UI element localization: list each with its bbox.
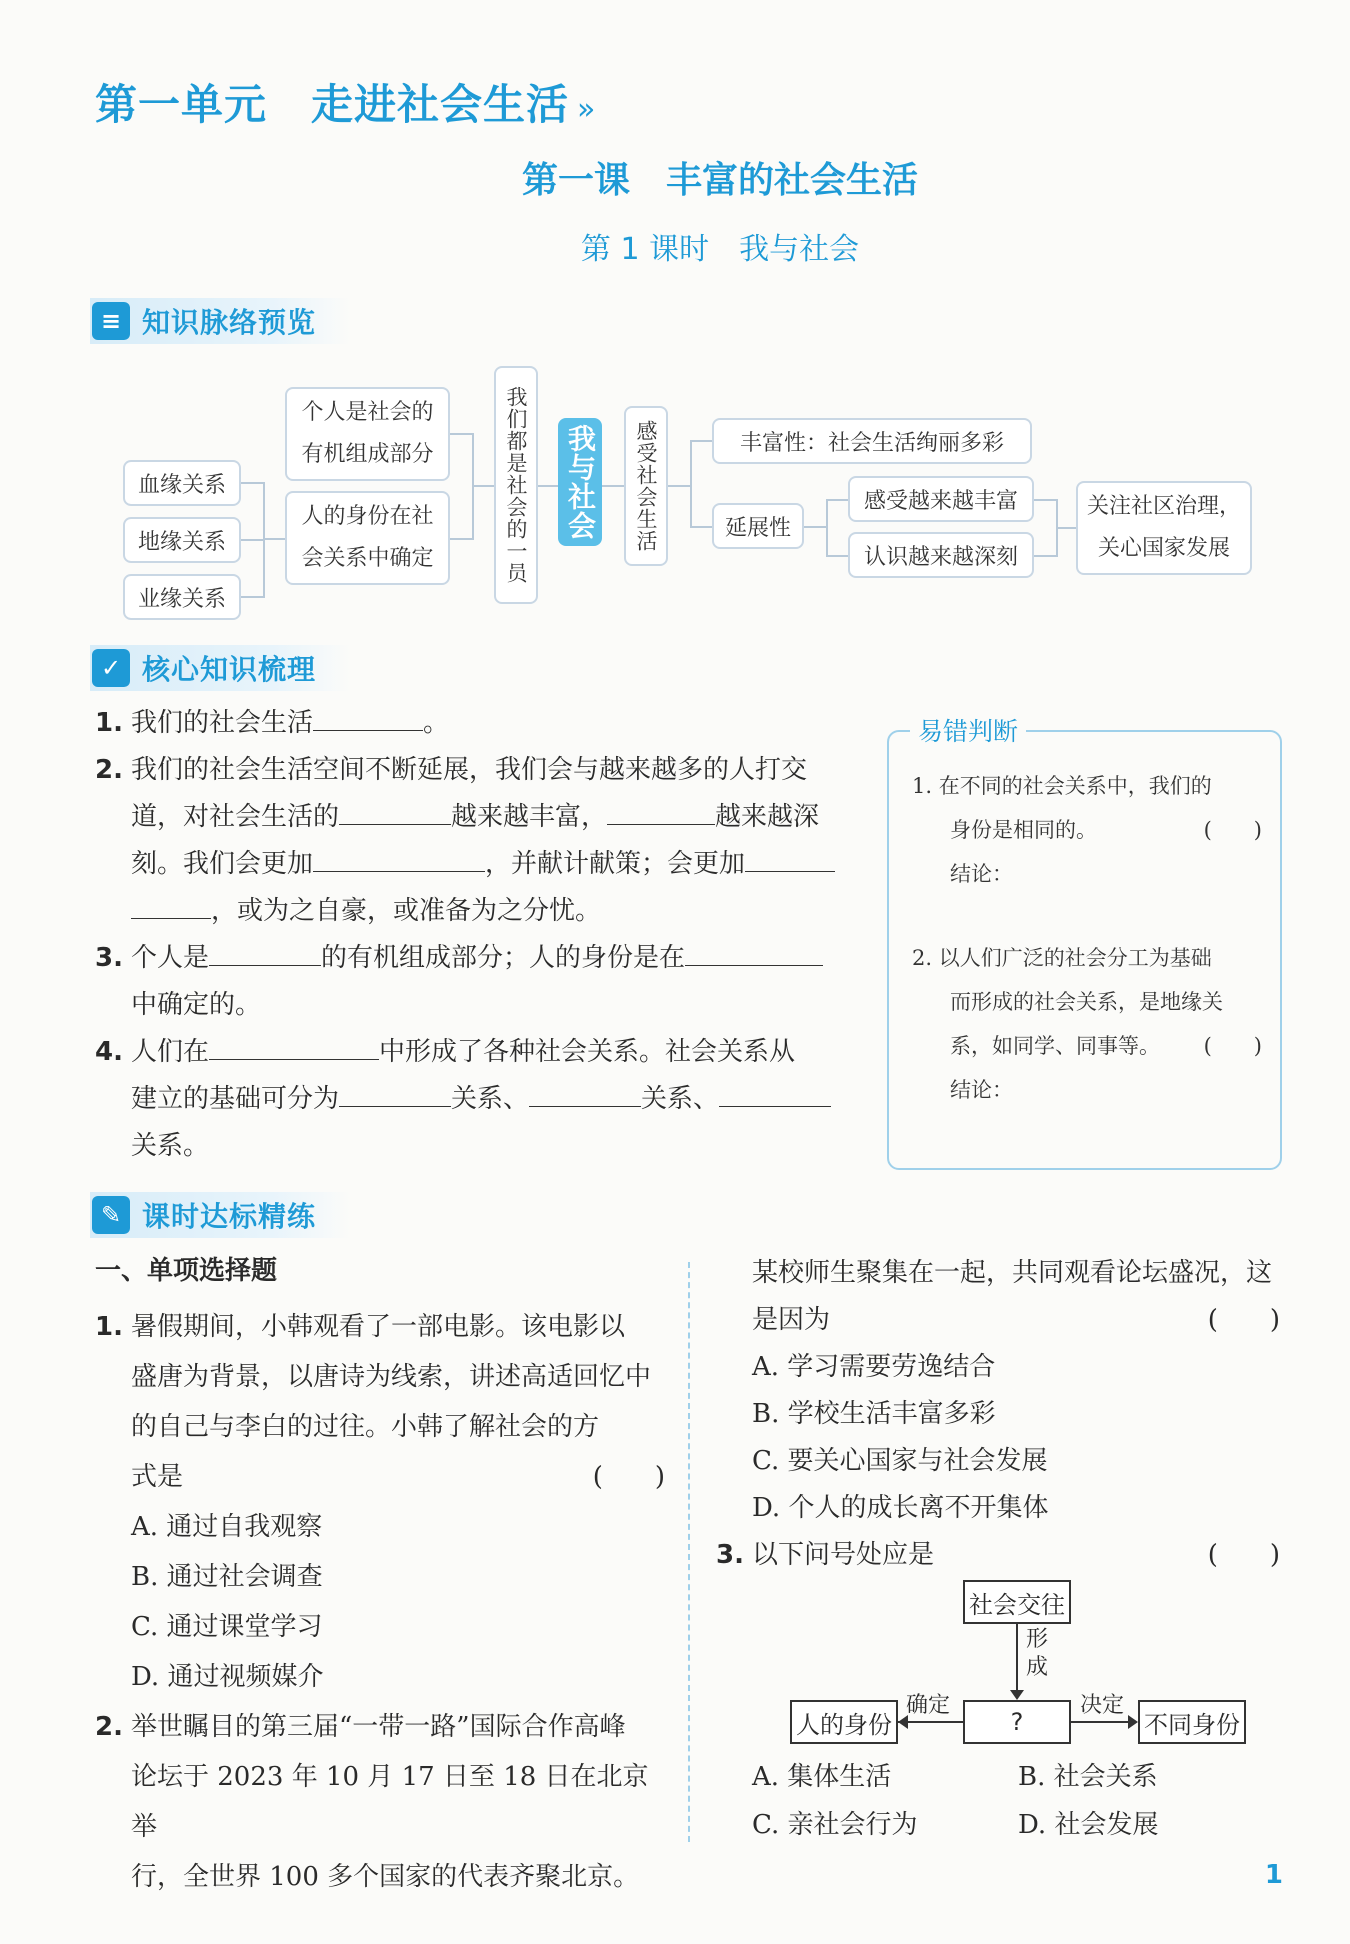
question-number: 3. bbox=[716, 1540, 744, 1570]
judgment-text: 身份是相同的。 bbox=[950, 818, 1097, 842]
option-a[interactable]: A. 学习需要劳逸结合 bbox=[752, 1352, 996, 1382]
question-text: 关系、 bbox=[641, 1084, 720, 1114]
column-divider bbox=[688, 1262, 690, 1842]
connector bbox=[690, 526, 712, 528]
question-text: 的自己与李白的过往。小韩了解社会的方 bbox=[131, 1412, 600, 1442]
individual-part-box bbox=[285, 387, 450, 481]
answer-blank[interactable] bbox=[719, 1076, 831, 1107]
box-line: 会关系中确定 bbox=[301, 546, 434, 571]
question-text: 式是 bbox=[131, 1462, 184, 1492]
connector bbox=[668, 485, 690, 487]
period-title: 第 1 课时 我与社会 bbox=[580, 232, 860, 267]
box-line: 人的身份在社 bbox=[301, 504, 434, 529]
question-text: 越来越深 bbox=[715, 802, 820, 832]
q3-option-d[interactable]: D. 社会发展 bbox=[1018, 1810, 1159, 1840]
conclusion-label: 结论： bbox=[950, 1078, 1013, 1102]
answer-parentheses[interactable]: ( ) bbox=[1207, 1540, 1280, 1570]
answer-blank[interactable] bbox=[745, 841, 835, 872]
unit-name: 走进社会生活 bbox=[311, 80, 570, 129]
answer-blank[interactable] bbox=[209, 1029, 379, 1060]
question-text: 我们的社会生活 bbox=[131, 708, 314, 738]
connector bbox=[1056, 527, 1076, 529]
section-title: 核心知识梳理 bbox=[142, 653, 317, 686]
judgment-line bbox=[912, 1024, 1272, 1068]
identity-box: 人的身份 bbox=[790, 1700, 898, 1744]
question-text: 举世瞩目的第三届“一带一路”国际合作高峰 bbox=[131, 1712, 626, 1742]
relation-occupation: 业缘关系 bbox=[123, 574, 241, 620]
question-text: 个人是 bbox=[131, 943, 210, 973]
connector bbox=[690, 440, 712, 442]
question-text: 关系、 bbox=[451, 1084, 530, 1114]
q3-option-a[interactable]: A. 集体生活 bbox=[752, 1762, 892, 1792]
question-text: 中形成了各种社会关系。社会关系从 bbox=[379, 1037, 796, 1067]
connector bbox=[538, 485, 558, 487]
connector bbox=[241, 596, 263, 598]
answer-blank[interactable] bbox=[209, 935, 321, 966]
question-text: 是因为 bbox=[752, 1305, 831, 1335]
option-b[interactable]: B. 通过社会调查 bbox=[131, 1562, 323, 1592]
question-line bbox=[131, 794, 851, 841]
relation-location: 地缘关系 bbox=[123, 517, 241, 563]
connector bbox=[804, 526, 826, 528]
section-title: 知识脉络预览 bbox=[142, 306, 317, 339]
lesson-title: 第一课 丰富的社会生活 bbox=[521, 160, 918, 201]
section-banner-practice bbox=[90, 1192, 350, 1238]
section-banner-core bbox=[90, 645, 350, 691]
connector bbox=[241, 482, 263, 484]
question-text: 人们在 bbox=[131, 1037, 210, 1067]
question-line bbox=[131, 841, 851, 888]
question-number: 1. bbox=[95, 1312, 123, 1342]
judgment-text: 系，如同学、同事等。 bbox=[950, 1034, 1160, 1058]
connector bbox=[450, 538, 472, 540]
connector bbox=[263, 538, 285, 540]
feel-social-life-box: 感受社会生活 bbox=[624, 406, 668, 566]
question-text: 道，对社会生活的 bbox=[131, 802, 340, 832]
box-line: 关心国家发展 bbox=[1097, 536, 1230, 561]
question-text: 暑假期间，小韩观看了一部电影。该电影以 bbox=[131, 1312, 626, 1342]
question-text: 建立的基础可分为 bbox=[131, 1084, 340, 1114]
question-line bbox=[752, 1297, 1284, 1344]
judgment-item-2 bbox=[912, 936, 1272, 1112]
section-banner-preview bbox=[90, 298, 350, 344]
connector bbox=[1034, 555, 1056, 557]
question-text: 论坛于 2023 年 10 月 17 日至 18 日在北京举 bbox=[131, 1762, 649, 1842]
error-prone-label: 易错判断 bbox=[910, 712, 1026, 748]
answer-blank[interactable] bbox=[313, 700, 423, 731]
determine-label-right: 决定 bbox=[1080, 1693, 1125, 1718]
box-line: 有机组成部分 bbox=[301, 442, 434, 467]
arrow-down-line bbox=[1016, 1624, 1018, 1696]
checkbox-icon: ✓ bbox=[92, 649, 130, 687]
option-c[interactable]: C. 要关心国家与社会发展 bbox=[752, 1446, 1048, 1476]
answer-blank[interactable] bbox=[339, 1076, 451, 1107]
book-stack-icon: ≡ bbox=[92, 302, 130, 340]
judgment-item-1 bbox=[912, 764, 1272, 896]
option-a[interactable]: A. 通过自我观察 bbox=[131, 1512, 323, 1542]
question-line bbox=[131, 1029, 851, 1076]
answer-blank[interactable] bbox=[685, 935, 823, 966]
question-text: ，并献计献策；会更加 bbox=[485, 849, 746, 879]
connector bbox=[1034, 499, 1056, 501]
question-text: 越来越丰富， bbox=[451, 802, 608, 832]
core-question-4 bbox=[95, 1029, 851, 1170]
conclusion-label: 结论： bbox=[950, 862, 1013, 886]
question-mark-box: ? bbox=[963, 1700, 1071, 1744]
question-text: ，或为之自豪，或准备为之分忧。 bbox=[211, 896, 602, 926]
question-line bbox=[131, 1452, 671, 1502]
practice-question-3 bbox=[716, 1532, 1284, 1579]
question-text: 某校师生聚集在一起，共同观看论坛盛况，这 bbox=[752, 1258, 1273, 1288]
question-number: 1. bbox=[95, 708, 123, 738]
question-text: 刻。我们会更加 bbox=[131, 849, 314, 879]
answer-blank[interactable] bbox=[339, 794, 451, 825]
relation-blood: 血缘关系 bbox=[123, 460, 241, 506]
question-text: 关系。 bbox=[131, 1131, 210, 1161]
question-text: 行，全世界 100 多个国家的代表齐聚北京。 bbox=[131, 1862, 640, 1892]
form-label: 形成 bbox=[1026, 1627, 1049, 1680]
practice-question-2 bbox=[95, 1702, 671, 1902]
section-title: 课时达标精练 bbox=[142, 1200, 317, 1233]
question-number: 3. bbox=[95, 943, 123, 973]
pencil-icon: ✎ bbox=[92, 1196, 130, 1234]
judgment-text: 1. 在不同的社会关系中，我们的 bbox=[912, 774, 1212, 798]
option-d[interactable]: D. 个人的成长离不开集体 bbox=[752, 1493, 1049, 1523]
feelings-richer-box: 感受越来越丰富 bbox=[848, 476, 1034, 522]
connector bbox=[826, 499, 828, 555]
question-line bbox=[131, 888, 851, 935]
core-question-1 bbox=[95, 700, 851, 747]
answer-parentheses[interactable]: ( ) bbox=[1203, 818, 1262, 842]
question-text: 我们的社会生活空间不断延展，我们会与越来越多的人打交 bbox=[131, 755, 808, 785]
question-line bbox=[131, 935, 851, 982]
different-identities-box: 不同身份 bbox=[1138, 1700, 1246, 1744]
q3-option-b[interactable]: B. 社会关系 bbox=[1018, 1762, 1158, 1792]
question-text: 的有机组成部分；人的身份是在 bbox=[321, 943, 686, 973]
practice-question-2-continued bbox=[752, 1250, 1284, 1532]
unit-number: 第一单元 bbox=[95, 80, 268, 129]
answer-blank[interactable] bbox=[313, 841, 485, 872]
answer-parentheses[interactable]: ( ) bbox=[1207, 1305, 1280, 1335]
core-question-list bbox=[95, 700, 851, 1170]
box-line: 关注社区治理， bbox=[1086, 494, 1241, 519]
determine-label-left: 确定 bbox=[906, 1693, 951, 1718]
answer-blank[interactable] bbox=[529, 1076, 641, 1107]
arrow-right-icon bbox=[1128, 1715, 1138, 1729]
connector bbox=[241, 539, 263, 541]
extension-box: 延展性 bbox=[712, 503, 804, 549]
question-text: 中确定的。 bbox=[131, 990, 262, 1020]
option-d[interactable]: D. 通过视频媒介 bbox=[131, 1662, 324, 1692]
page-number: 1 bbox=[1264, 1860, 1283, 1890]
identity-box bbox=[285, 491, 450, 585]
box-line: 个人是社会的 bbox=[301, 400, 434, 425]
practice-question-1 bbox=[95, 1302, 671, 1702]
question-text: 以下问号处应是 bbox=[752, 1540, 935, 1570]
connector bbox=[472, 485, 494, 487]
connector bbox=[826, 499, 848, 501]
connector bbox=[826, 555, 848, 557]
core-question-2 bbox=[95, 747, 851, 935]
question-number: 4. bbox=[95, 1037, 123, 1067]
center-topic-box: 我与社会 bbox=[558, 418, 602, 546]
question-number: 2. bbox=[95, 755, 123, 785]
core-question-3 bbox=[95, 935, 851, 1029]
q3-option-c[interactable]: C. 亲社会行为 bbox=[752, 1810, 918, 1840]
unit-title bbox=[95, 72, 596, 132]
social-interaction-box: 社会交往 bbox=[963, 1580, 1071, 1624]
question-number: 2. bbox=[95, 1712, 123, 1742]
question-text: 盛唐为背景，以唐诗为线索，讲述高适回忆中 bbox=[131, 1362, 652, 1392]
option-c[interactable]: C. 通过课堂学习 bbox=[131, 1612, 323, 1642]
question-line bbox=[752, 1532, 1284, 1579]
judgment-line bbox=[912, 808, 1272, 852]
arrow-down-icon bbox=[1010, 1690, 1024, 1700]
chevron-right-icon: » bbox=[577, 92, 597, 127]
question-line bbox=[131, 1076, 851, 1123]
connector bbox=[450, 433, 472, 435]
understanding-deeper-box: 认识越来越深刻 bbox=[848, 532, 1034, 578]
answer-blank[interactable] bbox=[607, 794, 715, 825]
answer-parentheses[interactable]: ( ) bbox=[1203, 1034, 1262, 1058]
multiple-choice-heading: 一、单项选择题 bbox=[95, 1256, 278, 1286]
answer-parentheses[interactable]: ( ) bbox=[592, 1462, 665, 1492]
judgment-text: 而形成的社会关系，是地缘关 bbox=[950, 990, 1223, 1014]
judgment-text: 2. 以人们广泛的社会分工为基础 bbox=[912, 946, 1212, 970]
arrow-right-line bbox=[1071, 1721, 1136, 1723]
question-text: 。 bbox=[423, 708, 450, 738]
attention-box bbox=[1076, 481, 1252, 575]
connector bbox=[263, 482, 265, 598]
answer-blank[interactable] bbox=[131, 888, 211, 919]
option-b[interactable]: B. 学校生活丰富多彩 bbox=[752, 1399, 996, 1429]
connector bbox=[690, 440, 692, 528]
we-are-members-box: 我们都是社会的一员 bbox=[494, 366, 538, 604]
connector bbox=[602, 485, 624, 487]
richness-box: 丰富性：社会生活绚丽多彩 bbox=[712, 418, 1032, 464]
